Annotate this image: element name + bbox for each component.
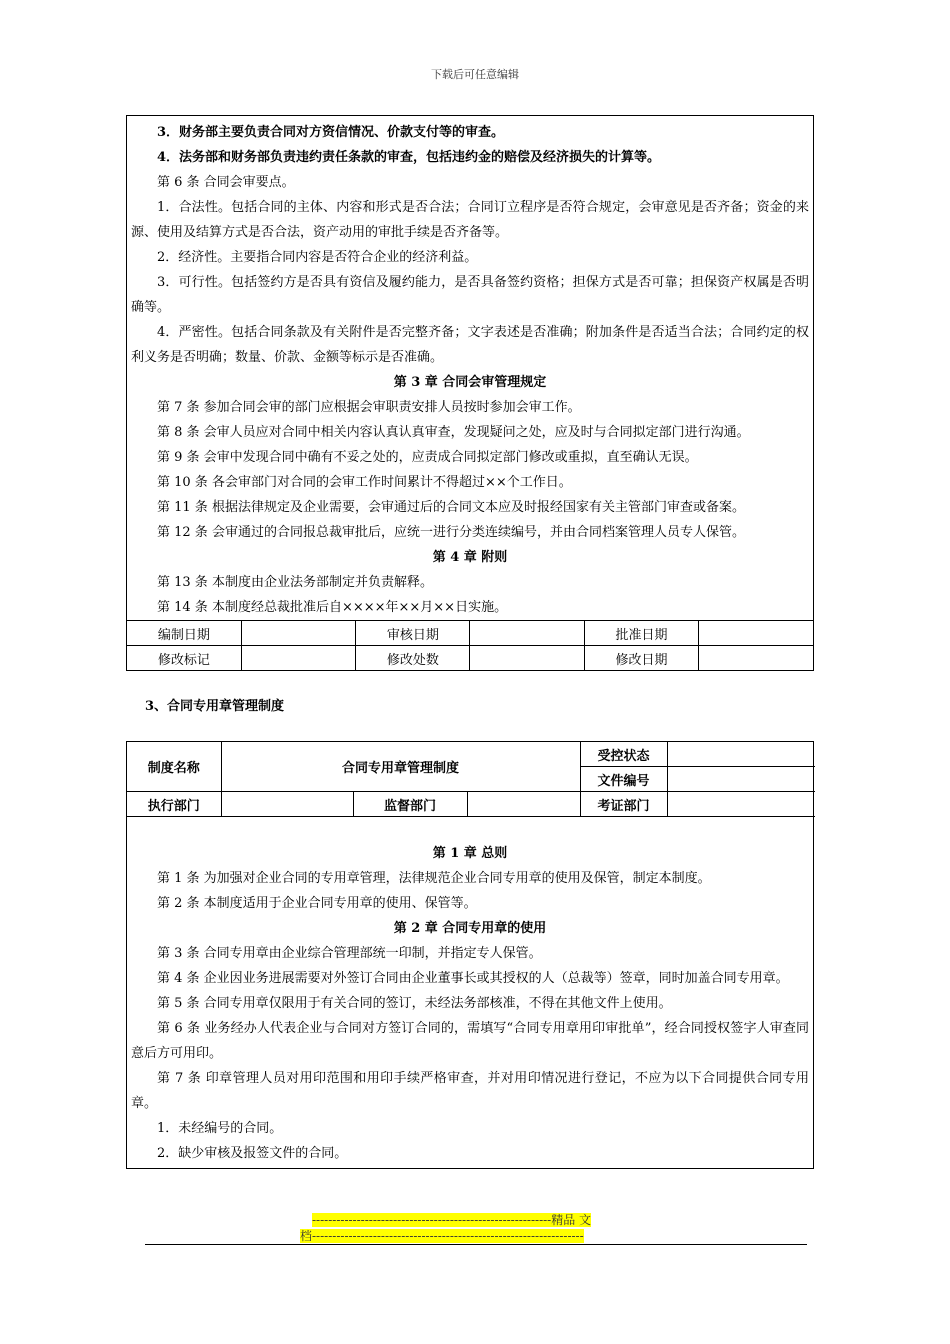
article-paragraph: 第 2 条 本制度适用于企业合同专用章的使用、保管等。 — [157, 896, 477, 911]
article-paragraph: 第 7 条 印章管理人员对用印范围和用印手续严格审查，并对用印情况进行登记，不应为以下合同提供合同专用章。 — [131, 1071, 809, 1111]
article-paragraph: 第 6 条 合同会审要点。 — [157, 175, 295, 190]
regulation-name-label: 制度名称 — [127, 742, 221, 792]
revision-count-value — [470, 646, 584, 671]
verifying-dept-label: 考证部门 — [580, 792, 667, 817]
verifying-dept-value — [667, 792, 815, 817]
article-paragraph: 第 1 条 为加强对企业合同的专用章管理，法律规范企业合同专用章的使用及保管，制定本制度。 — [157, 871, 711, 886]
article-paragraph: 第 9 条 会审中发现合同中确有不妥之处的，应责成合同拟定部门修改或重拟，直至确认无误。 — [157, 450, 698, 465]
article-paragraph: 第 4 条 企业因业务进展需要对外签订合同由企业董事长或其授权的人（总裁等）签章，同时加盖合同专用章。 — [157, 971, 789, 986]
regulation-table-part2 — [126, 741, 814, 1169]
article-paragraph: 第 13 条 本制度由企业法务部制定并负责解释。 — [157, 575, 433, 590]
executing-dept-label: 执行部门 — [127, 792, 221, 817]
article-paragraph: 第 3 条 合同专用章由企业综合管理部统一印制，并指定专人保管。 — [157, 946, 542, 961]
article-paragraph: 4．严密性。包括合同条款及有关附件是否完整齐备；文字表述是否准确；附加条件是否适当合法；合同约定的权利义务是否明确；数量、价款、金额等标示是否准确。 — [131, 325, 809, 365]
article-paragraph: 第 8 条 会审人员应对合同中相关内容认真认真审查，发现疑问之处，应及时与合同拟定部门进行沟通。 — [157, 425, 750, 440]
approve-date-label: 批准日期 — [584, 621, 698, 646]
revision-date-value — [699, 646, 813, 671]
revision-mark-label: 修改标记 — [127, 646, 241, 671]
section-title: 3、合同专用章管理制度 — [145, 699, 285, 714]
article-paragraph: 第 12 条 会审通过的合同报总裁审批后，应统一进行分类连续编号，并由合同档案管理人员专人保管。 — [157, 525, 745, 540]
compile-date-value — [241, 621, 355, 646]
article-paragraph: 2．缺少审核及报签文件的合同。 — [157, 1146, 348, 1161]
review-date-value — [470, 621, 584, 646]
article-paragraph: 第 14 条 本制度经总裁批准后自××××年××月××日实施。 — [157, 600, 508, 615]
control-status-label: 受控状态 — [580, 742, 667, 767]
approval-table — [127, 620, 813, 670]
article-paragraph: 3．可行性。包括签约方是否具有资信及履约能力，是否具备签约资格；担保方式是否可靠；担保资产权属是否明确等。 — [131, 275, 809, 315]
chapter-heading: 第 4 章 附则 — [432, 550, 508, 565]
regulation-header-table — [127, 742, 815, 817]
article-paragraph: 4．法务部和财务部负责违约责任条款的审查，包括违约金的赔偿及经济损失的计算等。 — [157, 150, 661, 165]
document-number-value — [667, 767, 815, 792]
footer-rule — [145, 1244, 807, 1245]
revision-mark-value — [241, 646, 355, 671]
footer-line-2: 档------------------------------------------------------------------- — [300, 1229, 584, 1243]
supervising-dept-label: 监督部门 — [353, 792, 467, 817]
review-date-label: 审核日期 — [356, 621, 470, 646]
chapter-heading: 第 3 章 合同会审管理规定 — [393, 375, 547, 390]
chapter-heading: 第 2 章 合同专用章的使用 — [393, 921, 547, 936]
header-note: 下载后可任意编辑 — [431, 68, 519, 81]
control-status-value — [667, 742, 815, 767]
supervising-dept-value — [467, 792, 580, 817]
article-paragraph: 第 10 条 各会审部门对合同的会审工作时间累计不得超过××个工作日。 — [157, 475, 572, 490]
article-paragraph: 1．未经编号的合同。 — [157, 1121, 283, 1136]
approve-date-value — [699, 621, 813, 646]
footer-watermark — [300, 1212, 650, 1244]
article-paragraph: 第 11 条 根据法律规定及企业需要，会审通过后的合同文本应及时报经国家有关主管部门审查或备案。 — [157, 500, 745, 515]
executing-dept-value — [221, 792, 353, 817]
article-paragraph: 第 7 条 参加合同会审的部门应根据会审职责安排人员按时参加会审工作。 — [157, 400, 581, 415]
article-paragraph: 3．财务部主要负责合同对方资信情况、价款支付等的审查。 — [157, 125, 505, 140]
regulation-body — [127, 817, 813, 1168]
regulation-body — [127, 116, 813, 620]
article-paragraph: 第 6 条 业务经办人代表企业与合同对方签订合同的，需填写“合同专用章用印审批单”，经合同授权签字人审查同意后方可用印。 — [131, 1021, 809, 1061]
regulation-table-part1 — [126, 115, 814, 671]
regulation-name-value: 合同专用章管理制度 — [221, 742, 580, 792]
article-paragraph: 2．经济性。主要指合同内容是否符合企业的经济利益。 — [157, 250, 478, 265]
compile-date-label: 编制日期 — [127, 621, 241, 646]
article-paragraph: 1．合法性。包括合同的主体、内容和形式是否合法；合同订立程序是否符合规定，会审意见是否齐备；资金的来源、使用及结算方式是否合法，资产动用的审批手续是否齐备等。 — [131, 200, 809, 240]
revision-count-label: 修改处数 — [356, 646, 470, 671]
footer-line-1: -----------------------------------------------------------精品 文 — [312, 1213, 592, 1227]
revision-date-label: 修改日期 — [584, 646, 698, 671]
article-paragraph: 第 5 条 合同专用章仅限用于有关合同的签订，未经法务部核准，不得在其他文件上使用。 — [157, 996, 672, 1011]
document-number-label: 文件编号 — [580, 767, 667, 792]
chapter-heading: 第 1 章 总则 — [432, 846, 508, 861]
